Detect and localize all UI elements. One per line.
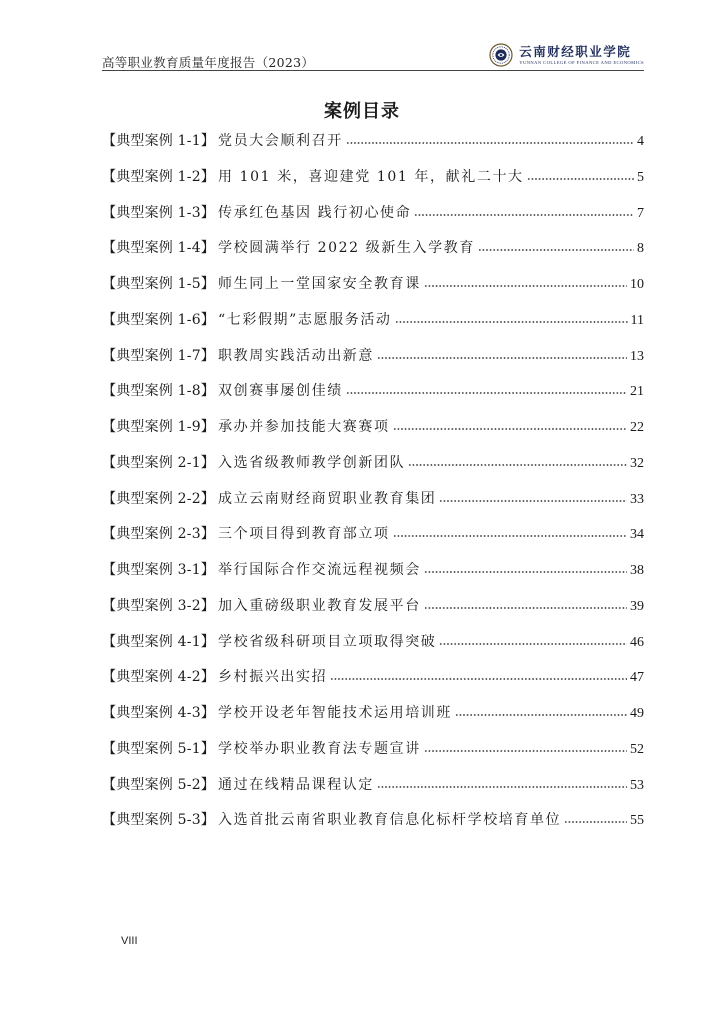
toc-entry-label: 【典型案例 4-3】 (102, 705, 215, 721)
toc-dot-leader (408, 464, 627, 466)
toc-entry-label: 【典型案例 4-1】 (102, 633, 215, 650)
toc-entry-label: 【典型案例 1-6】 (102, 311, 215, 328)
toc-entry-title: 入选省级教师教学创新团队 (218, 454, 406, 471)
toc-entry-title: 传承红色基因 践行初心使命 (218, 204, 412, 221)
toc-dot-leader (424, 607, 627, 609)
toc-entry-title: 学校举办职业教育法专题宣讲 (218, 740, 421, 757)
toc-entry-label: 【典型案例 5-3】 (102, 812, 215, 829)
toc-entry-page: 5 (637, 169, 644, 185)
toc-dot-leader (393, 535, 627, 537)
toc-entry-title: 师生同上一堂国家安全教育课 (218, 276, 421, 292)
toc-entry-label: 【典型案例 1-1】 (102, 133, 215, 149)
toc-entry-label: 【典型案例 1-5】 (102, 276, 215, 292)
toc-dot-leader (439, 643, 627, 645)
toc-entry-title: 承办并参加技能大赛赛项 (218, 419, 390, 435)
toc-dot-leader (393, 428, 627, 430)
toc-entry-title: 双创赛事屡创佳绩 (218, 383, 343, 400)
toc-dot-leader (414, 214, 634, 216)
toc-title: 案例目录 (324, 101, 400, 122)
toc-entry-title: 加入重磅级职业教育发展平台 (218, 597, 421, 614)
toc-dot-leader (439, 500, 627, 502)
toc-dot-leader (330, 678, 627, 680)
page-header (102, 40, 644, 72)
toc-entry[interactable] (102, 775, 644, 811)
toc-entry[interactable] (102, 274, 644, 310)
toc-entry-page: 47 (630, 670, 644, 686)
toc-entry-page: 11 (630, 312, 644, 328)
toc-entry[interactable] (102, 810, 644, 846)
toc-entry-label: 【典型案例 1-9】 (102, 419, 215, 435)
report-title: 高等职业教育质量年度报告（2023） (102, 55, 315, 70)
toc-dot-leader (346, 392, 627, 394)
toc-entry-label: 【典型案例 1-2】 (102, 168, 215, 185)
toc-dot-leader (527, 178, 634, 180)
page-number: VIII (121, 935, 138, 947)
toc-entry-page: 4 (637, 134, 644, 149)
toc-entry-page: 46 (630, 634, 644, 650)
header-divider (102, 70, 644, 71)
toc-entry-label: 【典型案例 2-3】 (102, 526, 215, 543)
toc-entry-page: 22 (630, 420, 644, 435)
toc-dot-leader (424, 285, 627, 287)
toc-entry[interactable] (102, 310, 644, 346)
toc-entry-label: 【典型案例 1-3】 (102, 204, 215, 221)
toc-entry[interactable] (102, 417, 644, 453)
toc-entry-title: 乡村振兴出实招 (218, 669, 328, 686)
toc-entry-page: 38 (630, 563, 644, 578)
toc-entry-title: 入选首批云南省职业教育信息化标杆学校培育单位 (218, 812, 562, 829)
toc-entry[interactable] (102, 131, 644, 167)
toc-entry-label: 【典型案例 1-8】 (102, 383, 215, 400)
toc-list (102, 131, 644, 846)
toc-dot-leader (424, 571, 627, 573)
toc-dot-leader (346, 142, 634, 144)
toc-entry-title: 学校圆满举行 2022 级新生入学教育 (218, 240, 475, 257)
toc-entry[interactable] (102, 346, 644, 382)
toc-entry-label: 【典型案例 2-1】 (102, 454, 215, 471)
toc-entry-page: 10 (630, 277, 644, 292)
toc-entry-page: 49 (630, 706, 644, 721)
toc-dot-leader (395, 321, 628, 323)
toc-entry-label: 【典型案例 3-1】 (102, 562, 215, 578)
toc-entry[interactable] (102, 238, 644, 274)
toc-dot-leader (377, 357, 627, 359)
toc-entry-page: 52 (630, 741, 644, 757)
toc-entry-page: 7 (637, 205, 644, 221)
toc-dot-leader (377, 786, 627, 788)
toc-entry-page: 13 (630, 348, 644, 364)
toc-entry-label: 【典型案例 5-2】 (102, 776, 215, 793)
toc-entry[interactable] (102, 667, 644, 703)
toc-entry-title: 用 101 米，喜迎建党 101 年，献礼二十大 (218, 168, 524, 185)
college-name-en: YUNNAN COLLEGE OF FINANCE AND ECONOMICS (519, 59, 644, 65)
toc-entry-page: 53 (630, 777, 644, 793)
toc-entry-title: 学校省级科研项目立项取得突破 (218, 633, 437, 650)
toc-entry-label: 【典型案例 1-4】 (102, 240, 215, 257)
toc-entry-page: 21 (630, 384, 644, 400)
college-seal-icon (489, 43, 513, 67)
toc-entry-page: 34 (630, 527, 644, 543)
toc-entry-label: 【典型案例 4-2】 (102, 669, 215, 686)
toc-entry-page: 32 (630, 455, 644, 471)
toc-dot-leader (424, 750, 627, 752)
toc-entry-title: 举行国际合作交流远程视频会 (218, 562, 421, 578)
toc-entry-label: 【典型案例 1-7】 (102, 347, 215, 364)
toc-entry[interactable] (102, 167, 644, 203)
toc-dot-leader (455, 714, 627, 716)
toc-entry[interactable] (102, 203, 644, 239)
college-logo (489, 42, 644, 68)
toc-entry-title: 党员大会顺利召开 (218, 133, 343, 149)
toc-entry-title: 成立云南财经商贸职业教育集团 (218, 490, 437, 507)
toc-entry-title: “七彩假期”志愿服务活动 (218, 311, 392, 328)
toc-entry[interactable] (102, 381, 644, 417)
toc-entry-title: 职教周实践活动出新意 (218, 347, 374, 364)
toc-entry-title: 通过在线精品课程认定 (218, 776, 374, 793)
toc-entry-page: 33 (630, 491, 644, 507)
toc-entry[interactable] (102, 596, 644, 632)
toc-entry[interactable] (102, 632, 644, 668)
toc-entry-page: 8 (637, 241, 644, 257)
toc-dot-leader (564, 821, 627, 823)
toc-entry-label: 【典型案例 2-2】 (102, 490, 215, 507)
toc-entry[interactable] (102, 489, 644, 525)
toc-entry-title: 三个项目得到教育部立项 (218, 526, 390, 543)
toc-entry-page: 39 (630, 598, 644, 614)
toc-entry-page: 55 (630, 813, 644, 829)
toc-entry[interactable] (102, 739, 644, 775)
toc-entry-label: 【典型案例 5-1】 (102, 740, 215, 757)
toc-entry-label: 【典型案例 3-2】 (102, 597, 215, 614)
college-name-cn: 云南财经职业学院 (519, 43, 632, 59)
toc-dot-leader (478, 249, 634, 251)
toc-entry-title: 学校开设老年智能技术运用培训班 (218, 705, 452, 721)
toc-entry[interactable] (102, 560, 644, 596)
toc-entry[interactable] (102, 524, 644, 560)
toc-entry[interactable] (102, 703, 644, 739)
toc-entry[interactable] (102, 453, 644, 489)
